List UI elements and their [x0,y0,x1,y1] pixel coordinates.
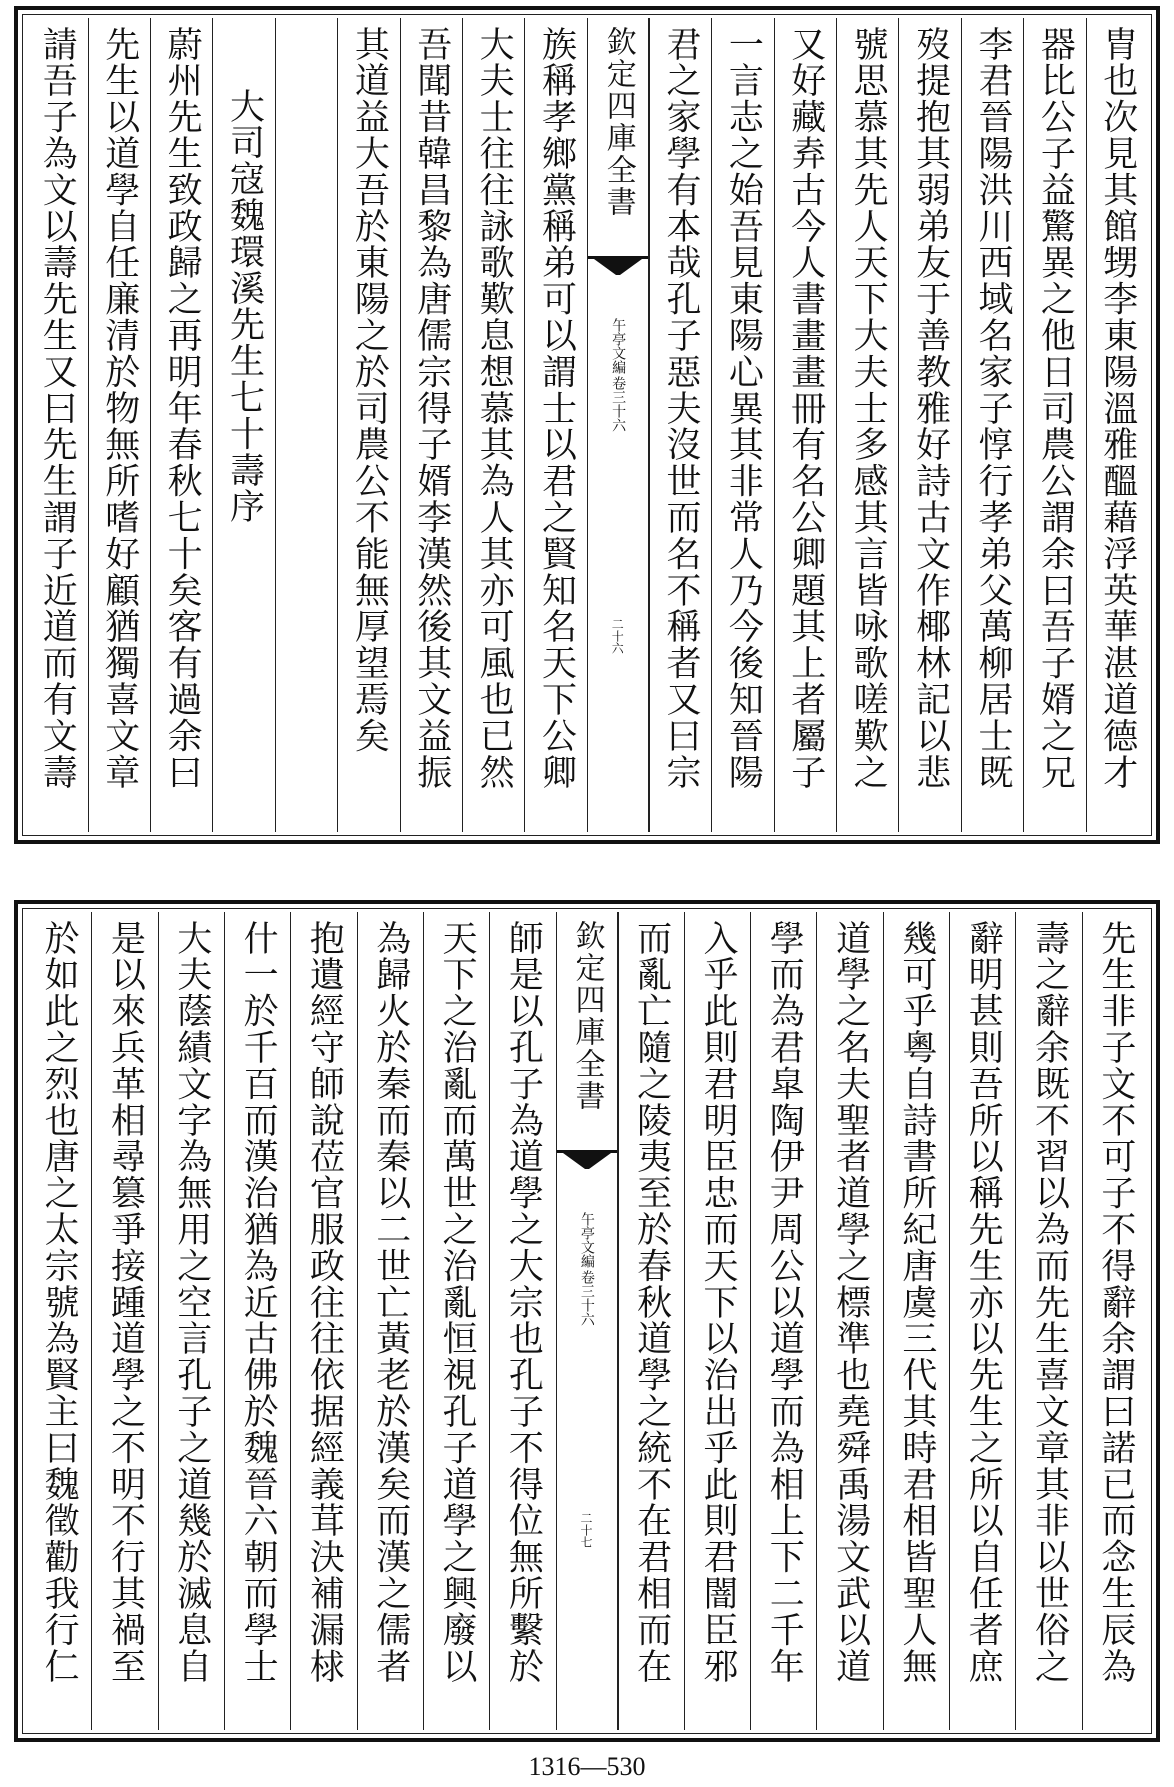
center-margin [556,912,618,1730]
bottom-page-columns [26,912,1148,1730]
text-column: 其道益大吾於東陽之於司農公不能無厚望焉矣 [337,18,399,832]
text-column: 大夫蔭績文字為無用之空言孔子之道幾於滅息自 [158,912,224,1730]
text-column: 族稱孝鄉黨稱弟可以謂士以君之賢知名天下公卿 [524,18,586,832]
book-title: 午亭文編 [578,1212,595,1268]
bottom-page [14,900,1160,1742]
center-margin [587,18,649,832]
text-column: 於如此之烈也唐之太宗號為賢主曰魏徵勸我行仁 [39,920,80,1685]
text-column: 吾聞昔韓昌黎為唐儒宗得子婿李漢然後其文益振 [400,18,462,832]
text-column: 師是以孔子為道學之大宗也孔子不得位無所繫於 [489,912,555,1730]
text-column: 先生以道學自任廉清於物無所嗜好顧猶獨喜文章 [88,18,150,832]
section-title: 大司寇魏環溪先生七十壽序 [212,18,274,832]
text-column: 為歸火於秦而秦以二世亡黃老於漢矣而漢之儒者 [357,912,423,1730]
text-column: 一言志之始吾見東陽心異其非常人乃今後知晉陽 [711,18,773,832]
text-column: 而亂亡隨之陵夷至於春秋道學之統不在君相而在 [618,912,684,1730]
library-title: 欽定四庫全書 [600,26,636,218]
text-column: 抱遺經守師說莅官服政往往依据經義茸決補漏梂 [290,912,356,1730]
top-page [14,6,1160,844]
text-column: 大夫士往往詠歌歎息想慕其為人其亦可風也已然 [462,18,524,832]
text-column: 蔚州先生致政歸之再明年春秋七十矣客有過余曰 [150,18,212,832]
text-column: 是以來兵革相尋篡爭接踵道學之不明不行其禍至 [91,912,157,1730]
volume-number: 卷三十六 [610,376,627,432]
volume-label [579,1212,594,1326]
text-column: 壽之辭余既不習以為而先生喜文章其非以世俗之 [1015,912,1081,1730]
fish-tail-mark [557,1150,617,1176]
text-column: 器比公子益驚異之他日司農公謂余曰吾子婿之兄 [1023,18,1085,832]
volume-number: 卷三十六 [578,1270,595,1326]
text-column: 號思慕其先人天下大夫士多感其言皆咏歌嗟歎之 [836,18,898,832]
folio-number: 二十七 [579,1512,593,1548]
book-title: 午亭文編 [610,318,627,374]
text-column: 天下之治亂而萬世之治亂恒視孔子道學之興廢以 [423,912,489,1730]
blank-column [275,18,337,832]
library-title: 欽定四庫全書 [569,920,605,1112]
text-column: 又好藏弆古今人書畫畫冊有名公卿題其上者屬子 [774,18,836,832]
text-column: 先生非子文不可子不得辭余謂曰諾已而念生辰為 [1082,912,1148,1730]
text-column: 學而為君皐陶伊尹周公以道學而為相上下二千年 [750,912,816,1730]
page-number: 1316—530 [528,1752,646,1781]
text-column: 歿提抱其弱弟友于善教雅好詩古文作椰林記以悲 [898,18,960,832]
text-column: 君之家學有本哉孔子惡夫沒世而名不稱者又曰宗 [649,18,711,832]
volume-label [610,318,625,432]
folio-number: 二十六 [610,618,625,654]
fish-tail-mark [588,256,648,282]
text-column: 什一於千百而漢治猶為近古佛於魏晉六朝而學士 [224,912,290,1730]
text-column: 幾可乎粵自詩書所紀唐虞三代其時君相皆聖人無 [883,912,949,1730]
text-column: 胄也次見其館甥李東陽溫雅醞藉浮英華湛道德才 [1086,18,1148,832]
top-page-columns [26,18,1148,832]
text-column: 請吾子為文以壽先生又曰先生謂子近道而有文壽 [37,26,78,791]
text-column: 入乎此則君明臣忠而天下以治出乎此則君闇臣邪 [684,912,750,1730]
text-column: 道學之名夫聖者道學之標準也堯舜禹湯文武以道 [816,912,882,1730]
text-column: 辭明甚則吾所以稱先生亦以先生之所以自任者庶 [949,912,1015,1730]
text-column: 李君晉陽洪川西域名家子惇行孝弟父萬柳居士既 [961,18,1023,832]
